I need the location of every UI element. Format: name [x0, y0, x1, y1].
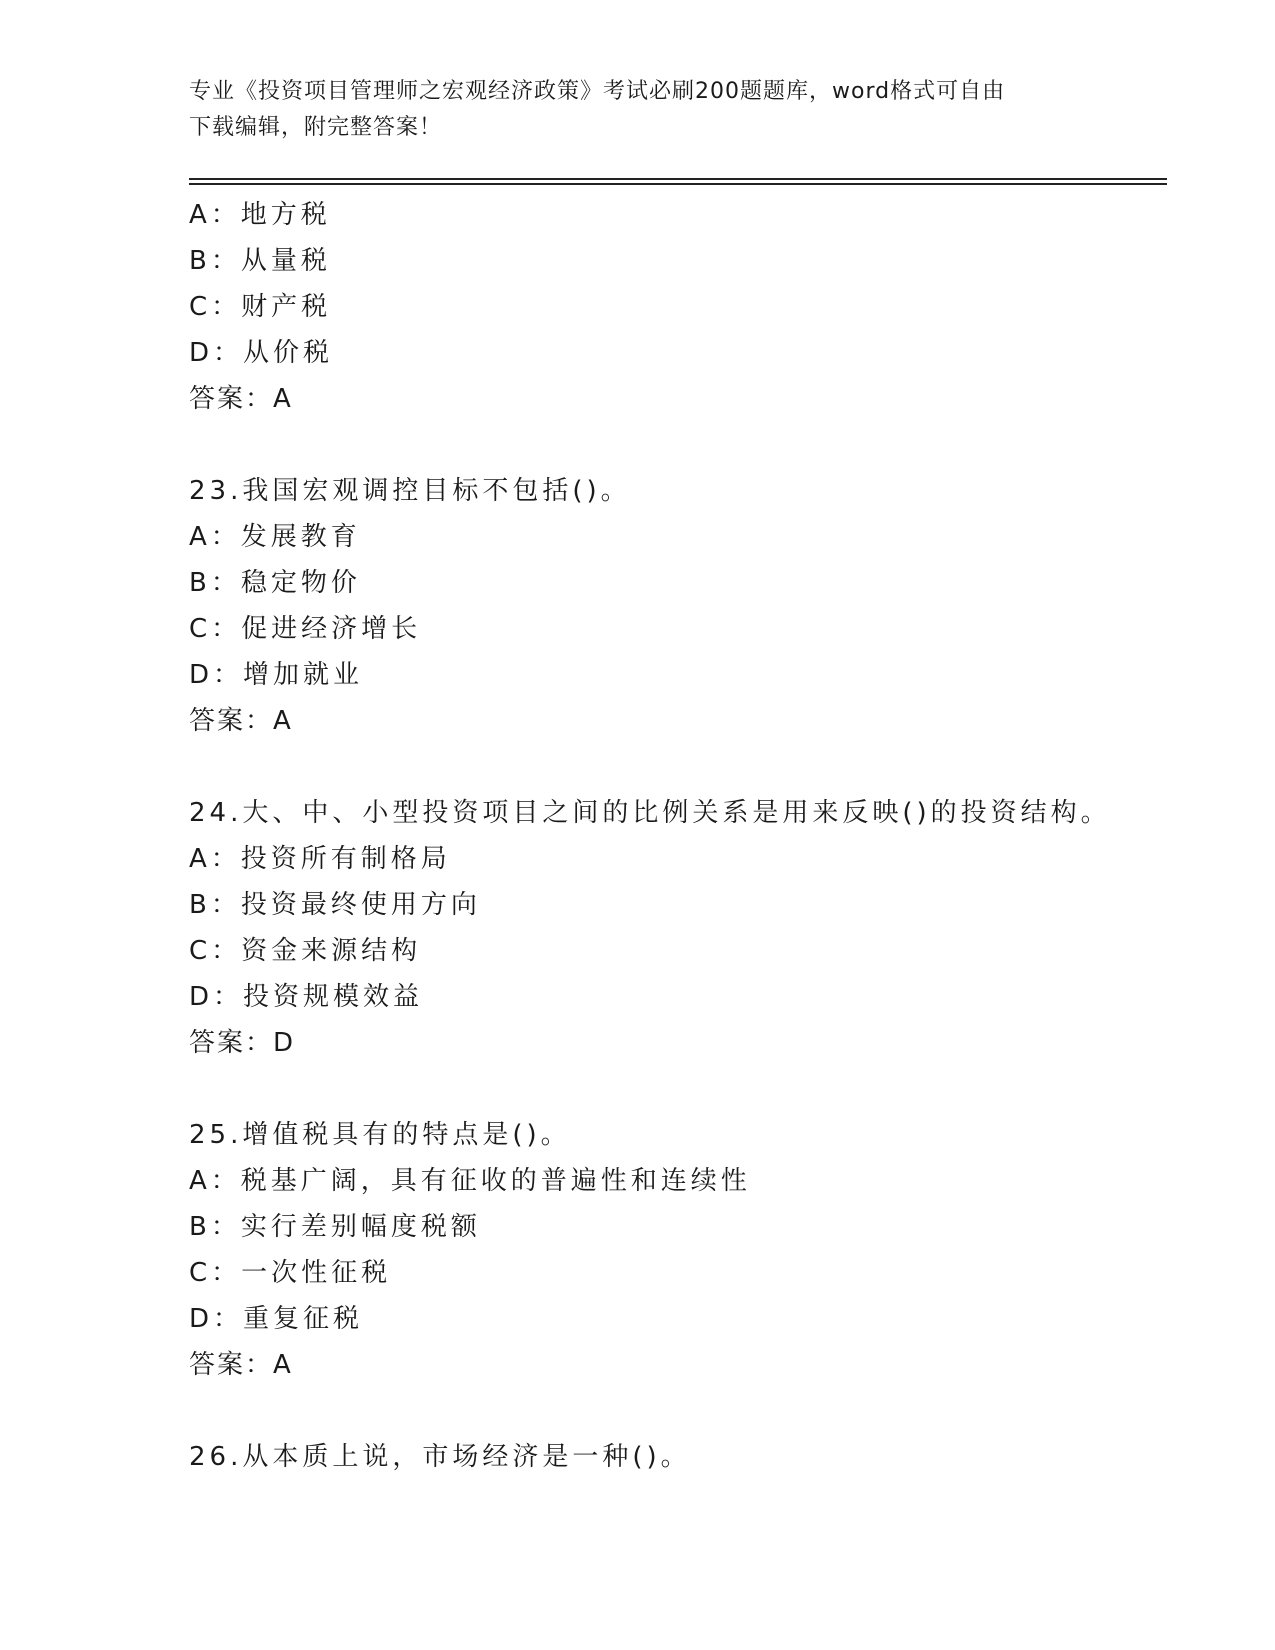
q24-option-c: C：资金来源结构 [189, 936, 422, 966]
header-divider-bottom [189, 183, 1167, 185]
header-line-2: 下载编辑，附完整答案！ [189, 115, 443, 140]
q24-question: 24.大、中、小型投资项目之间的比例关系是用来反映()的投资结构。 [189, 798, 1111, 828]
q22-option-d: D：从价税 [189, 338, 334, 368]
header-divider-top [189, 178, 1167, 180]
spacer [189, 422, 1169, 468]
q22-option-c: C：财产税 [189, 292, 332, 322]
q26-question: 26.从本质上说，市场经济是一种()。 [189, 1442, 691, 1472]
q24-option-b: B：投资最终使用方向 [189, 890, 481, 920]
q23-question: 23.我国宏观调控目标不包括()。 [189, 476, 631, 506]
q24-answer: 答案：D [189, 1028, 296, 1058]
spacer [189, 1388, 1169, 1434]
spacer [189, 744, 1169, 790]
spacer [189, 1066, 1169, 1112]
q25-option-d: D：重复征税 [189, 1304, 364, 1334]
q23-option-b: B：稳定物价 [189, 568, 361, 598]
q22-answer: 答案：A [189, 384, 293, 414]
q25-option-a: A：税基广阔，具有征收的普遍性和连续性 [189, 1166, 751, 1196]
q25-question: 25.增值税具有的特点是()。 [189, 1120, 571, 1150]
q23-option-a: A：发展教育 [189, 522, 361, 552]
header-line-1: 专业《投资项目管理师之宏观经济政策》考试必刷200题题库，word格式可自由 [189, 79, 1006, 104]
q24-option-a: A：投资所有制格局 [189, 844, 451, 874]
q23-option-d: D：增加就业 [189, 660, 364, 690]
document-header [189, 74, 1089, 146]
q22-option-b: B：从量税 [189, 246, 331, 276]
q23-option-c: C：促进经济增长 [189, 614, 422, 644]
q25-option-b: B：实行差别幅度税额 [189, 1212, 481, 1242]
q23-answer: 答案：A [189, 706, 293, 736]
q22-option-a: A：地方税 [189, 200, 331, 230]
q24-option-d: D：投资规模效益 [189, 982, 424, 1012]
question-list [189, 192, 1169, 1480]
q25-answer: 答案：A [189, 1350, 293, 1380]
q25-option-c: C：一次性征税 [189, 1258, 392, 1288]
